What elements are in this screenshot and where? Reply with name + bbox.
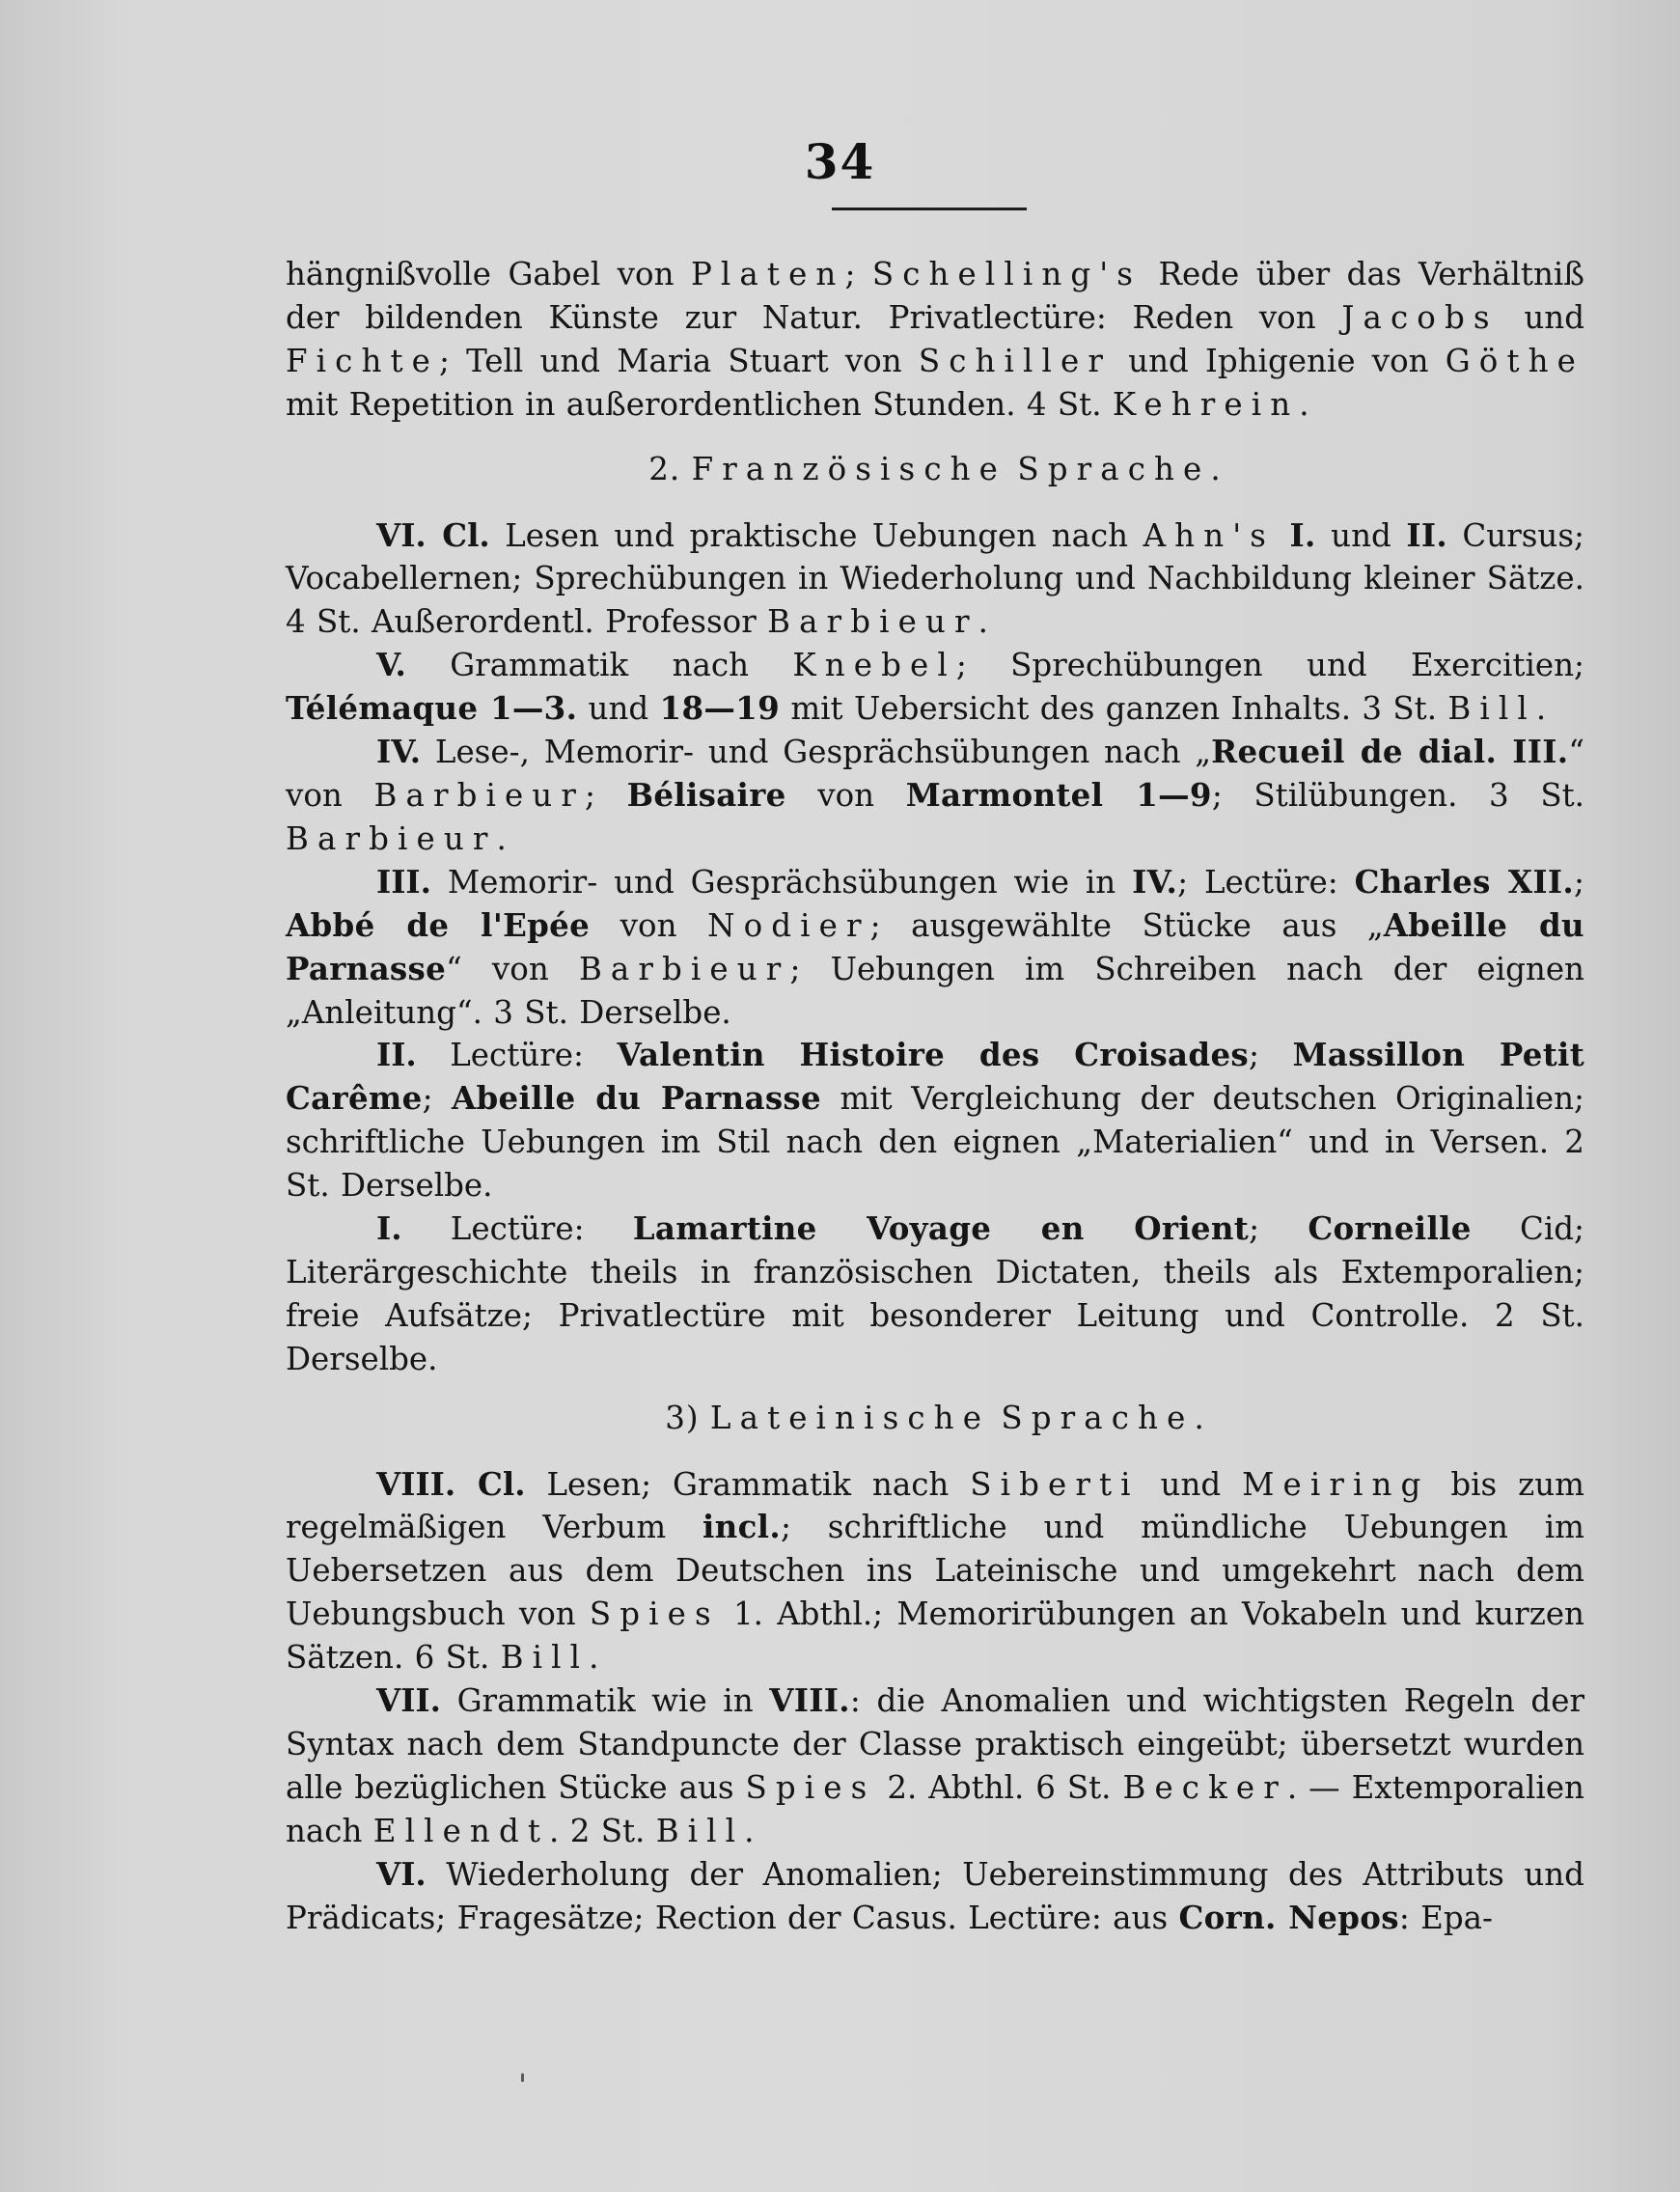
spaced-name: Sprache <box>1001 1399 1195 1436</box>
antiqua-text: II. <box>1406 515 1447 554</box>
spaced-name: Barbieur <box>578 950 790 987</box>
text-run: Grammatik nach <box>405 647 793 684</box>
text-run: . <box>978 603 988 641</box>
spaced-name: Lateinische <box>709 1399 991 1436</box>
text-run: ; <box>1249 1037 1293 1074</box>
text-run: ; Sprechübungen und Exercitien; <box>955 647 1585 684</box>
text-run: mit Uebersicht des ganzen Inhalts. 3 St. <box>780 690 1448 728</box>
text-run: . — Extemporalien nach <box>286 1768 1584 1849</box>
spaced-name: Ellendt <box>372 1812 550 1849</box>
text-run: mit Repetition in außerordentlichen Stunden. 4 St. <box>286 385 1113 423</box>
text-run: hängnißvolle Gabel von <box>286 256 691 292</box>
paragraph-class-vi-latin <box>286 1853 1584 1940</box>
spaced-name: Spies <box>745 1768 876 1806</box>
spaced-name: Barbieur <box>286 819 497 857</box>
text-run: Lectüre: <box>416 1037 618 1074</box>
text-run: und Iphigenie von <box>1111 342 1446 379</box>
paragraph-class-vii-latin <box>286 1679 1584 1853</box>
text-run: 2. <box>648 450 692 487</box>
header-rule <box>832 208 1027 210</box>
text-run: . <box>589 1639 599 1677</box>
class-label: VIII. Cl. <box>376 1464 526 1503</box>
antiqua-text: Lamartine Voyage en Orient <box>632 1209 1250 1248</box>
class-label: V. <box>376 646 406 684</box>
paragraph-class-i-french <box>286 1207 1584 1381</box>
text-run: ; <box>844 256 872 292</box>
text-run <box>990 1400 1001 1436</box>
class-label: VI. <box>376 1854 427 1893</box>
antiqua-text: Massillon Petit Carême <box>286 1036 1585 1118</box>
text-run: ; <box>1574 863 1584 901</box>
text-run: . <box>1194 1399 1205 1436</box>
class-label: VII. <box>376 1681 441 1720</box>
text-run: von <box>590 906 708 944</box>
class-label: I. <box>376 1209 402 1248</box>
antiqua-text: VIII. <box>769 1681 850 1720</box>
section-heading-latin <box>286 1397 1584 1440</box>
spaced-name: Kehrein <box>1112 385 1300 423</box>
class-label: VI. Cl. <box>376 515 490 554</box>
text-run: Lesen und praktische Uebungen nach <box>489 516 1143 554</box>
section-heading-french <box>286 448 1584 491</box>
page-number: 34 <box>804 133 876 190</box>
antiqua-text: incl. <box>702 1508 781 1546</box>
paragraph-class-vi-french <box>286 514 1584 645</box>
spaced-name: Becker <box>1122 1768 1287 1806</box>
text-run: Lese-, Memorir- und Gesprächsübungen nach „ <box>421 734 1212 771</box>
text-run: “ von <box>286 734 1584 814</box>
text-run: Wiederholung der Anomalien; Uebereinstimmung des Attributs und Prädicats; Fragesätze; Rection der Casus. Lectüre: aus <box>286 1855 1584 1936</box>
text-run: Rede über das Verhältniß der bildenden Künste zur Natur. Privatlectüre: Reden von <box>286 256 1584 336</box>
text-run: Lectüre: <box>401 1210 633 1248</box>
spaced-name: Barbieur <box>373 776 585 814</box>
spaced-name: Französische <box>691 450 1006 487</box>
paragraph-class-v-french <box>286 644 1584 731</box>
text-run: Lesen; Grammatik nach <box>525 1465 971 1503</box>
antiqua-text: Corn. Nepos <box>1178 1898 1399 1936</box>
text-body <box>286 253 1584 1940</box>
text-run: “ von <box>446 950 579 987</box>
text-run: ; <box>422 1080 453 1118</box>
antiqua-text: Abeille du Parnasse <box>286 905 1584 987</box>
text-run: Cid; Literärgeschichte theils in französischen Dictaten, theils als Extemporalien; freie Aufsätze; Privatlectüre mit besonderer Leitung und Controlle. 2 St. Derselbe. <box>286 1210 1584 1377</box>
text-run: ; <box>1249 1210 1308 1248</box>
text-run: . <box>1210 450 1222 487</box>
antiqua-text: Valentin Histoire des Croisades <box>617 1036 1250 1074</box>
paragraph-class-iii-french <box>286 861 1584 1035</box>
text-run: ; schriftliche und mündliche Uebungen im Uebersetzen aus dem Deutschen ins Lateinische und umgekehrt nach dem Uebungsbuch von <box>286 1509 1584 1633</box>
spaced-name: Fichte <box>286 342 439 379</box>
class-label: III. <box>376 862 431 901</box>
antiqua-text: Corneille <box>1308 1209 1472 1248</box>
text-run: : die Anomalien und wichtigsten Regeln der Syntax nach dem Standpuncte der Classe praktisch eingeübt; übersetzt wurden alle bezüglichen Stücke aus <box>286 1682 1584 1806</box>
text-run: ; Tell und Maria Stuart von <box>438 342 919 379</box>
spaced-name: Siberti <box>970 1465 1140 1503</box>
spaced-name: Sprache <box>1017 450 1211 487</box>
antiqua-text: 18—19 <box>659 689 781 728</box>
text-run: und <box>1139 1465 1243 1503</box>
text-run: Memorir- und Gesprächsübungen wie in <box>430 863 1133 901</box>
text-run: bis zum regelmäßigen Verbum <box>286 1465 1584 1546</box>
antiqua-text: IV. <box>1132 862 1178 901</box>
text-run: Grammatik wie in <box>440 1682 770 1720</box>
text-run: ; <box>584 776 627 814</box>
spaced-name: Bill <box>655 1812 745 1849</box>
antiqua-text: Recueil de dial. III. <box>1211 733 1569 771</box>
antiqua-text: Abbé de l'Epée <box>286 905 591 944</box>
text-run: . <box>496 819 507 857</box>
paragraph-class-iv-french <box>286 731 1584 861</box>
spaced-name: Göthe <box>1445 342 1585 379</box>
antiqua-text: Abeille du Parnasse <box>452 1079 821 1118</box>
text-run: . 2 St. <box>549 1812 656 1849</box>
text-run: ; Uebungen im Schreiben nach der eignen „Anleitung“. 3 St. Derselbe. <box>286 950 1584 1031</box>
class-label: IV. <box>376 733 422 771</box>
text-run: und <box>577 690 660 728</box>
spaced-name: Bill <box>500 1639 590 1677</box>
antiqua-text: Charles XII. <box>1354 862 1575 901</box>
text-run: von <box>785 776 906 814</box>
spaced-name: Nodier <box>707 906 870 944</box>
spaced-name: Schiller <box>918 342 1112 379</box>
spaced-name: Knebel <box>792 647 956 684</box>
text-run: . <box>1535 690 1547 728</box>
text-run: mit Vergleichung der deutschen Originalien; schriftliche Uebungen im Stil nach den eignen „Materialien“ und in Versen. 2 St. Derselbe. <box>286 1080 1585 1205</box>
antiqua-text: Bélisaire <box>626 775 786 814</box>
paragraph-continuation <box>286 253 1584 427</box>
text-run: 1. Abthl.; Memorirübungen an Vokabeln und kurzen Sätzen. 6 St. <box>286 1595 1584 1677</box>
text-run: 2. Abthl. 6 St. <box>875 1768 1123 1806</box>
antiqua-text: Télémaque 1—3. <box>286 689 578 728</box>
text-run: ; Stilübungen. 3 St. <box>1211 776 1584 814</box>
spaced-name: Bill <box>1447 690 1536 728</box>
paragraph-class-viii-latin <box>286 1463 1584 1680</box>
text-run: . <box>744 1812 755 1849</box>
spaced-name: Barbieur <box>767 603 978 641</box>
spaced-name: Schelling's <box>871 256 1143 292</box>
spaced-name: Ahn's <box>1143 516 1276 554</box>
spaced-name: Jacobs <box>1341 298 1499 336</box>
text-run <box>1275 517 1290 554</box>
text-run: und <box>1315 516 1407 554</box>
antiqua-text: I. <box>1289 515 1316 554</box>
spaced-name: Meiring <box>1242 1465 1430 1503</box>
text-run: Cursus; Vocabellernen; Sprechübungen in Wiederholung und Nachbildung kleiner Sätze. 4 St. Außerordentl. Professor <box>286 516 1584 641</box>
text-run: . <box>1299 385 1309 423</box>
text-run: 3) <box>665 1399 710 1436</box>
text-run: ; Lectüre: <box>1177 863 1355 901</box>
spaced-name: Platen <box>690 256 845 292</box>
spaced-name: Spies <box>589 1595 720 1633</box>
antiqua-text: Marmontel 1—9 <box>905 775 1212 814</box>
paragraph-class-ii-french <box>286 1034 1584 1207</box>
text-run: ; ausgewählte Stücke aus „ <box>869 906 1384 944</box>
text-run: : Epa- <box>1398 1899 1493 1936</box>
text-run: und <box>1498 298 1584 336</box>
print-speck <box>521 2073 524 2082</box>
class-label: II. <box>376 1036 417 1074</box>
text-run <box>1006 451 1017 487</box>
